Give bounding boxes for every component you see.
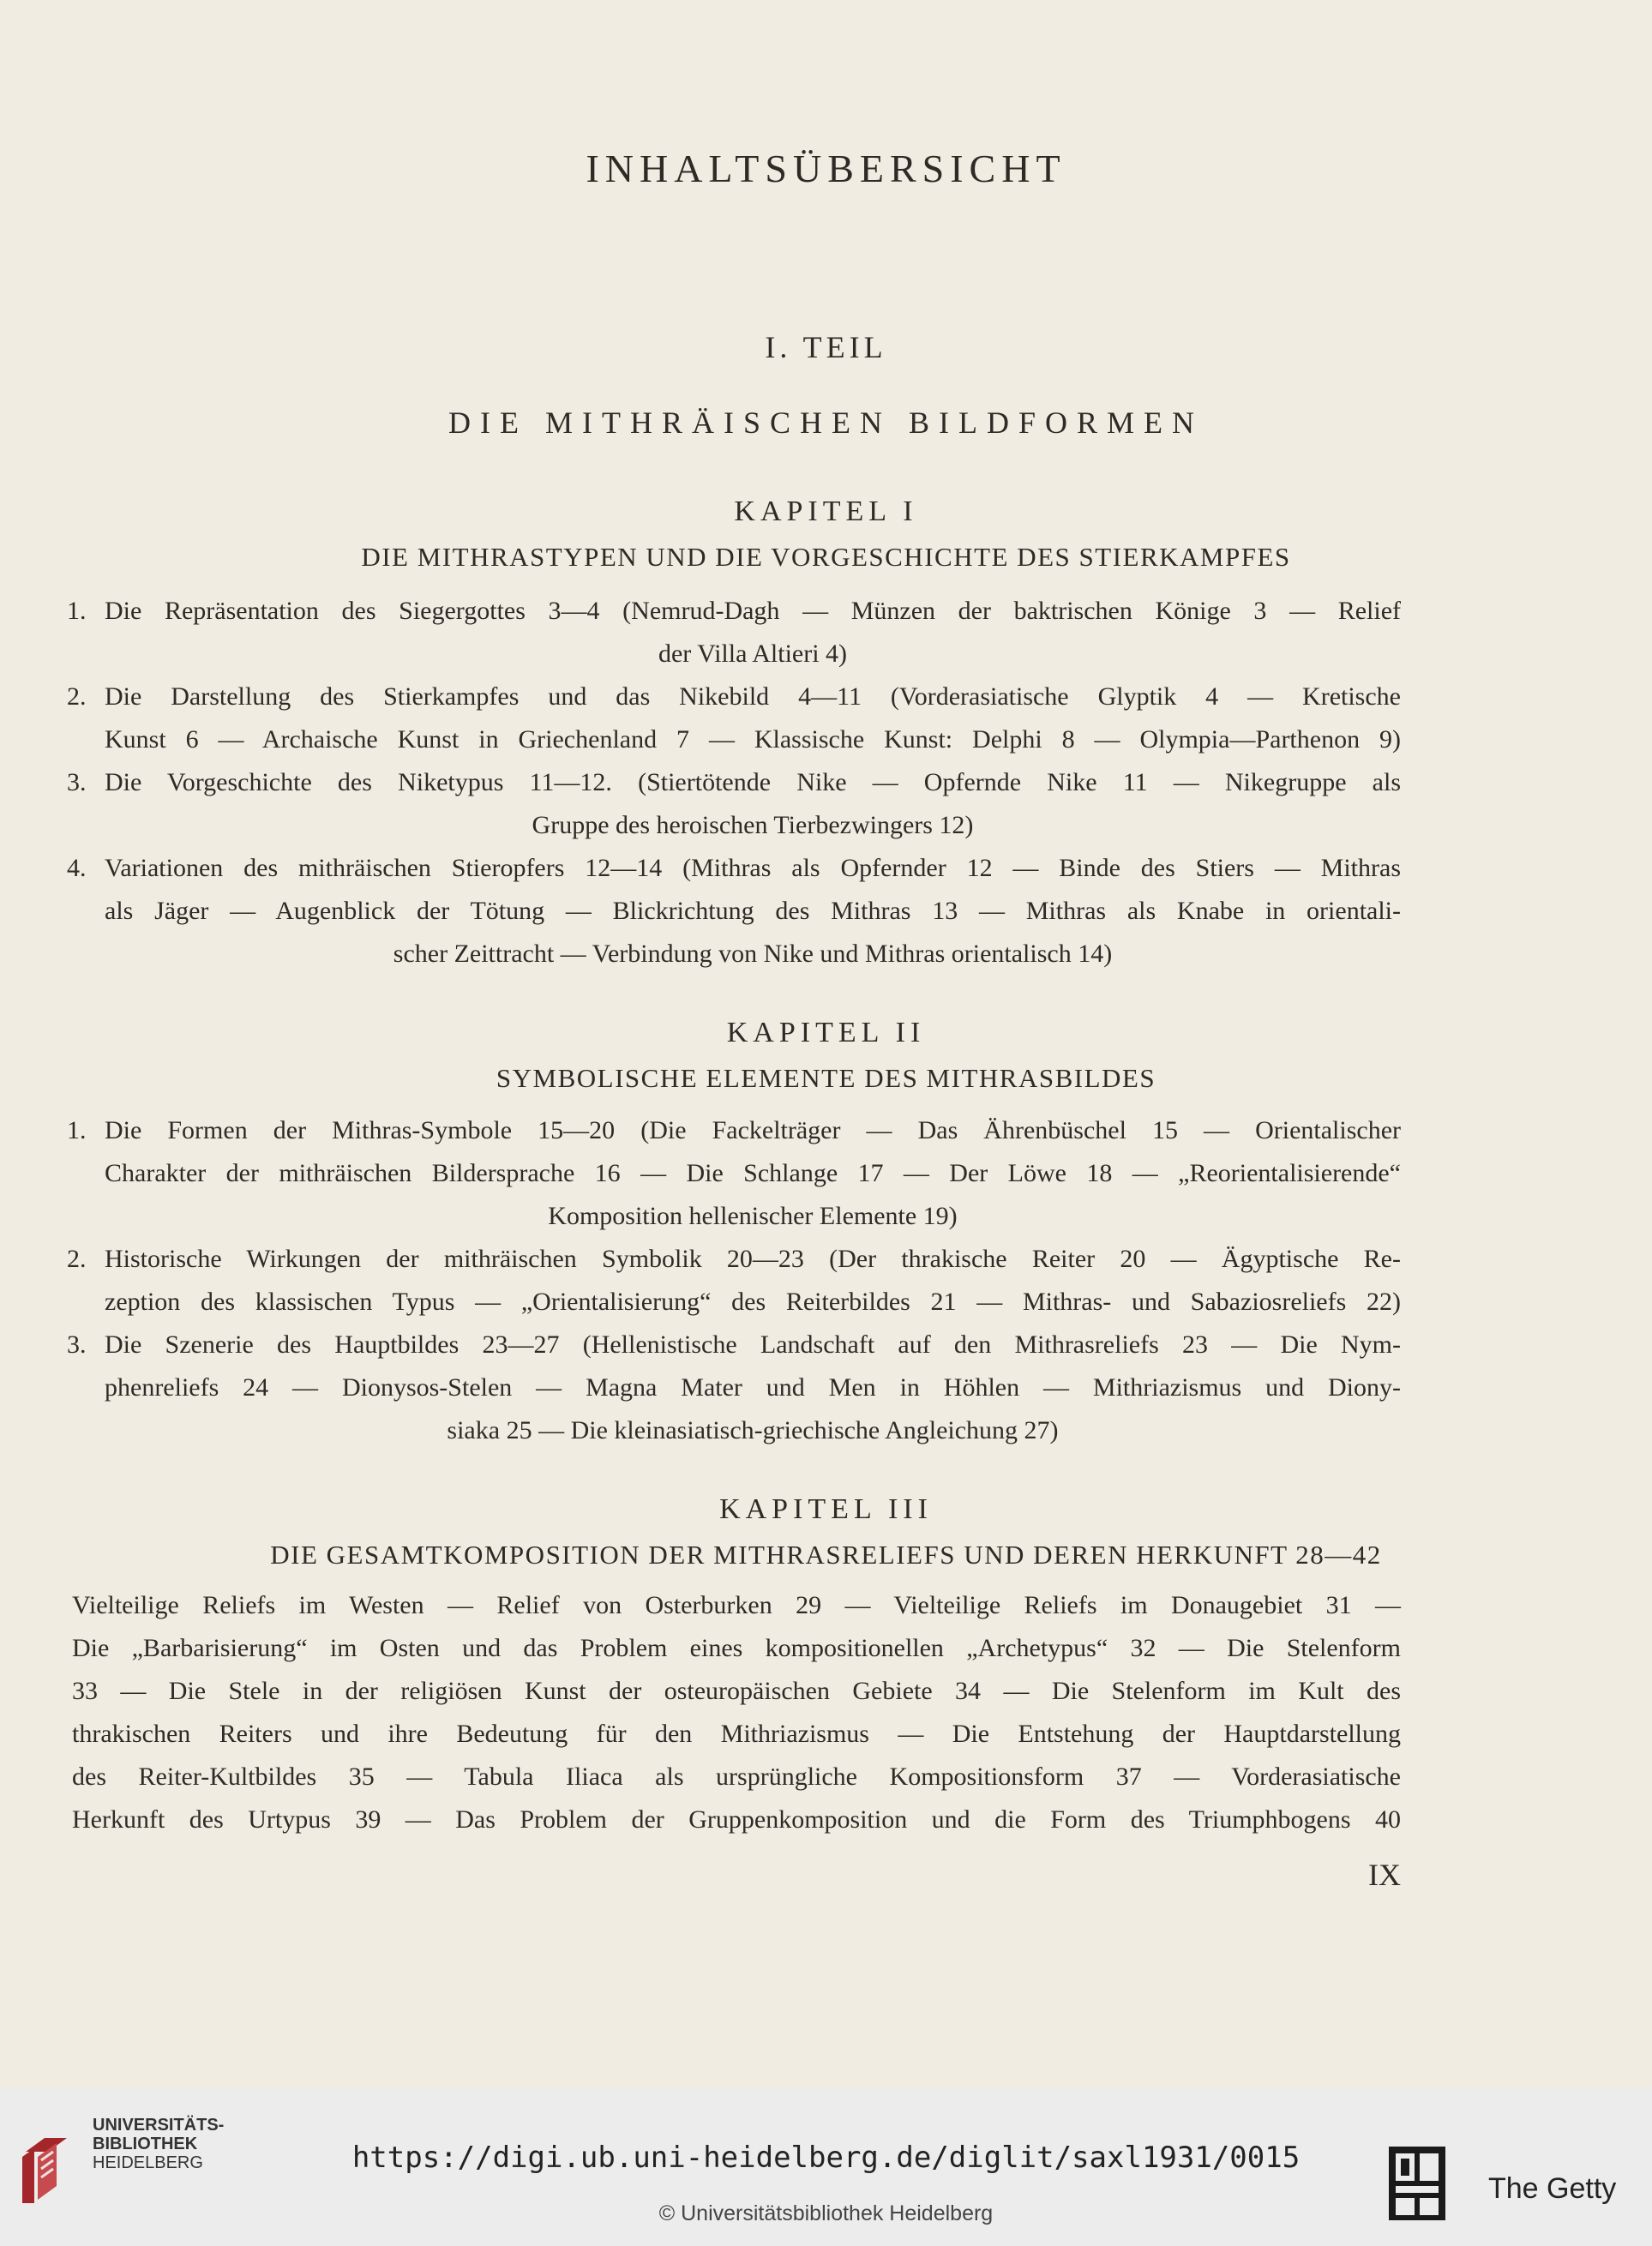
entry-line: Kunst 6 — Archaische Kunst in Griechenland 7 — Klassische Kunst: Delphi 8 — Olympia—Parthenon 9): [105, 725, 1401, 754]
entry-line: Gruppe des heroischen Tierbezwingers 12): [532, 811, 974, 839]
entry-line: als Jäger — Augenblick der Tötung — Blickrichtung des Mithras 13 — Mithras als Knabe in orientali-: [105, 897, 1401, 925]
copyright-notice: © Universitätsbibliothek Heidelberg: [658, 2201, 994, 2225]
entry-line: Variationen des mithräischen Stieropfers 12—14 (Mithras als Opfernder 12 — Binde des Stiers — Mithras: [105, 854, 1401, 882]
entry-line: Die Formen der Mithras-Symbole 15—20 (Die Fackelträger — Das Ährenbüschel 15 — Orientalischer: [105, 1116, 1401, 1144]
chapter-3-title: DIE GESAMTKOMPOSITION DER MITHRASRELIEFS UND DEREN HERKUNFT 28—42: [270, 1540, 1382, 1570]
permalink-url[interactable]: https://digi.ub.uni-heidelberg.de/diglit/saxl1931/0015: [351, 2141, 1301, 2175]
getty-name: The Getty: [1488, 2172, 1617, 2205]
chapter-2-title: SYMBOLISCHE ELEMENTE DES MITHRASBILDES: [496, 1063, 1156, 1093]
entry-line: phenreliefs 24 — Dionysos-Stelen — Magna Mater und Men in Höhlen — Mithriazismus und Diony-: [105, 1373, 1401, 1402]
entry-number: 2.: [67, 1245, 87, 1273]
entry-number: 3.: [67, 1330, 87, 1359]
entry-line: Die Darstellung des Stierkampfes und das Nikebild 4—11 (Vorderasiatische Glyptik 4 — Kretische: [105, 682, 1401, 711]
part-heading: I. TEIL: [765, 330, 887, 364]
entry-line: Die Repräsentation des Siegergottes 3—4 (Nemrud-Dagh — Münzen der baktrischen Könige 3 — Relief: [105, 597, 1401, 625]
paragraph-line: thrakischen Reiters und ihre Bedeutung für den Mithriazismus — Die Entstehung der Hauptdarstellung: [72, 1720, 1401, 1748]
paragraph-line: des Reiter-Kultbildes 35 — Tabula Iliaca als ursprüngliche Kompositionsform 37 — Vorderasiatische: [72, 1763, 1401, 1791]
entry-number: 2.: [67, 682, 87, 711]
entry-line: Charakter der mithräischen Bildersprache 16 — Die Schlange 17 — Der Löwe 18 — „Reorientalisierende“: [105, 1159, 1401, 1187]
library-name-line: UNIVERSITÄTS-: [93, 2116, 225, 2135]
page-title: INHALTSÜBERSICHT: [586, 147, 1066, 190]
chapter-1-title: DIE MITHRASTYPEN UND DIE VORGESCHICHTE DES STIERKAMPFES: [361, 542, 1291, 572]
chapter-2-label: KAPITEL II: [726, 1017, 926, 1048]
entry-line: Die Vorgeschichte des Niketypus 11—12. (Stiertötende Nike — Opfernde Nike 11 — Nikegruppe als: [105, 768, 1401, 796]
paragraph-line: Die „Barbarisierung“ im Osten und das Problem eines kompositionellen „Archetypus“ 32 — Die Stelenform: [72, 1634, 1401, 1662]
entry-number: 1.: [67, 1116, 87, 1144]
getty-logo-icon: [1389, 2147, 1445, 2220]
paragraph-line: Herkunft des Urtypus 39 — Das Problem der Gruppenkomposition und die Form des Triumphbogens 40: [72, 1805, 1401, 1834]
library-name-line: HEIDELBERG: [93, 2153, 203, 2172]
entry-line: scher Zeittracht — Verbindung von Nike und Mithras orientalisch 14): [393, 940, 1113, 968]
entry-number: 3.: [67, 768, 87, 796]
entry-line: siaka 25 — Die kleinasiatisch-griechische Angleichung 27): [447, 1416, 1059, 1444]
entry-number: 4.: [67, 854, 87, 882]
library-name-line: BIBLIOTHEK: [93, 2135, 198, 2153]
part-title: DIE MITHRÄISCHEN BILDFORMEN: [448, 405, 1204, 440]
entry-line: Historische Wirkungen der mithräischen Symbolik 20—23 (Der thrakische Reiter 20 — Ägyptische Re-: [105, 1245, 1401, 1273]
entry-number: 1.: [67, 597, 87, 625]
chapter-1-label: KAPITEL I: [734, 495, 918, 527]
entry-line: der Villa Altieri 4): [658, 640, 848, 668]
entry-line: Komposition hellenischer Elemente 19): [548, 1202, 958, 1230]
chapter-3-label: KAPITEL III: [719, 1493, 933, 1525]
paragraph-line: 33 — Die Stele in der religiösen Kunst der osteuropäischen Gebiete 34 — Die Stelenform im Kult des: [72, 1677, 1401, 1705]
entry-line: Die Szenerie des Hauptbildes 23—27 (Hellenistische Landschaft auf den Mithrasreliefs 23 — Die Nym-: [105, 1330, 1401, 1359]
entry-line: zeption des klassischen Typus — „Orientalisierung“ des Reiterbildes 21 — Mithras- und Sabaziosreliefs 22): [105, 1288, 1401, 1316]
page-number: IX: [1368, 1858, 1401, 1892]
paragraph-line: Vielteilige Reliefs im Westen — Relief von Osterburken 29 — Vielteilige Reliefs im Donaugebiet 31 —: [72, 1591, 1401, 1619]
